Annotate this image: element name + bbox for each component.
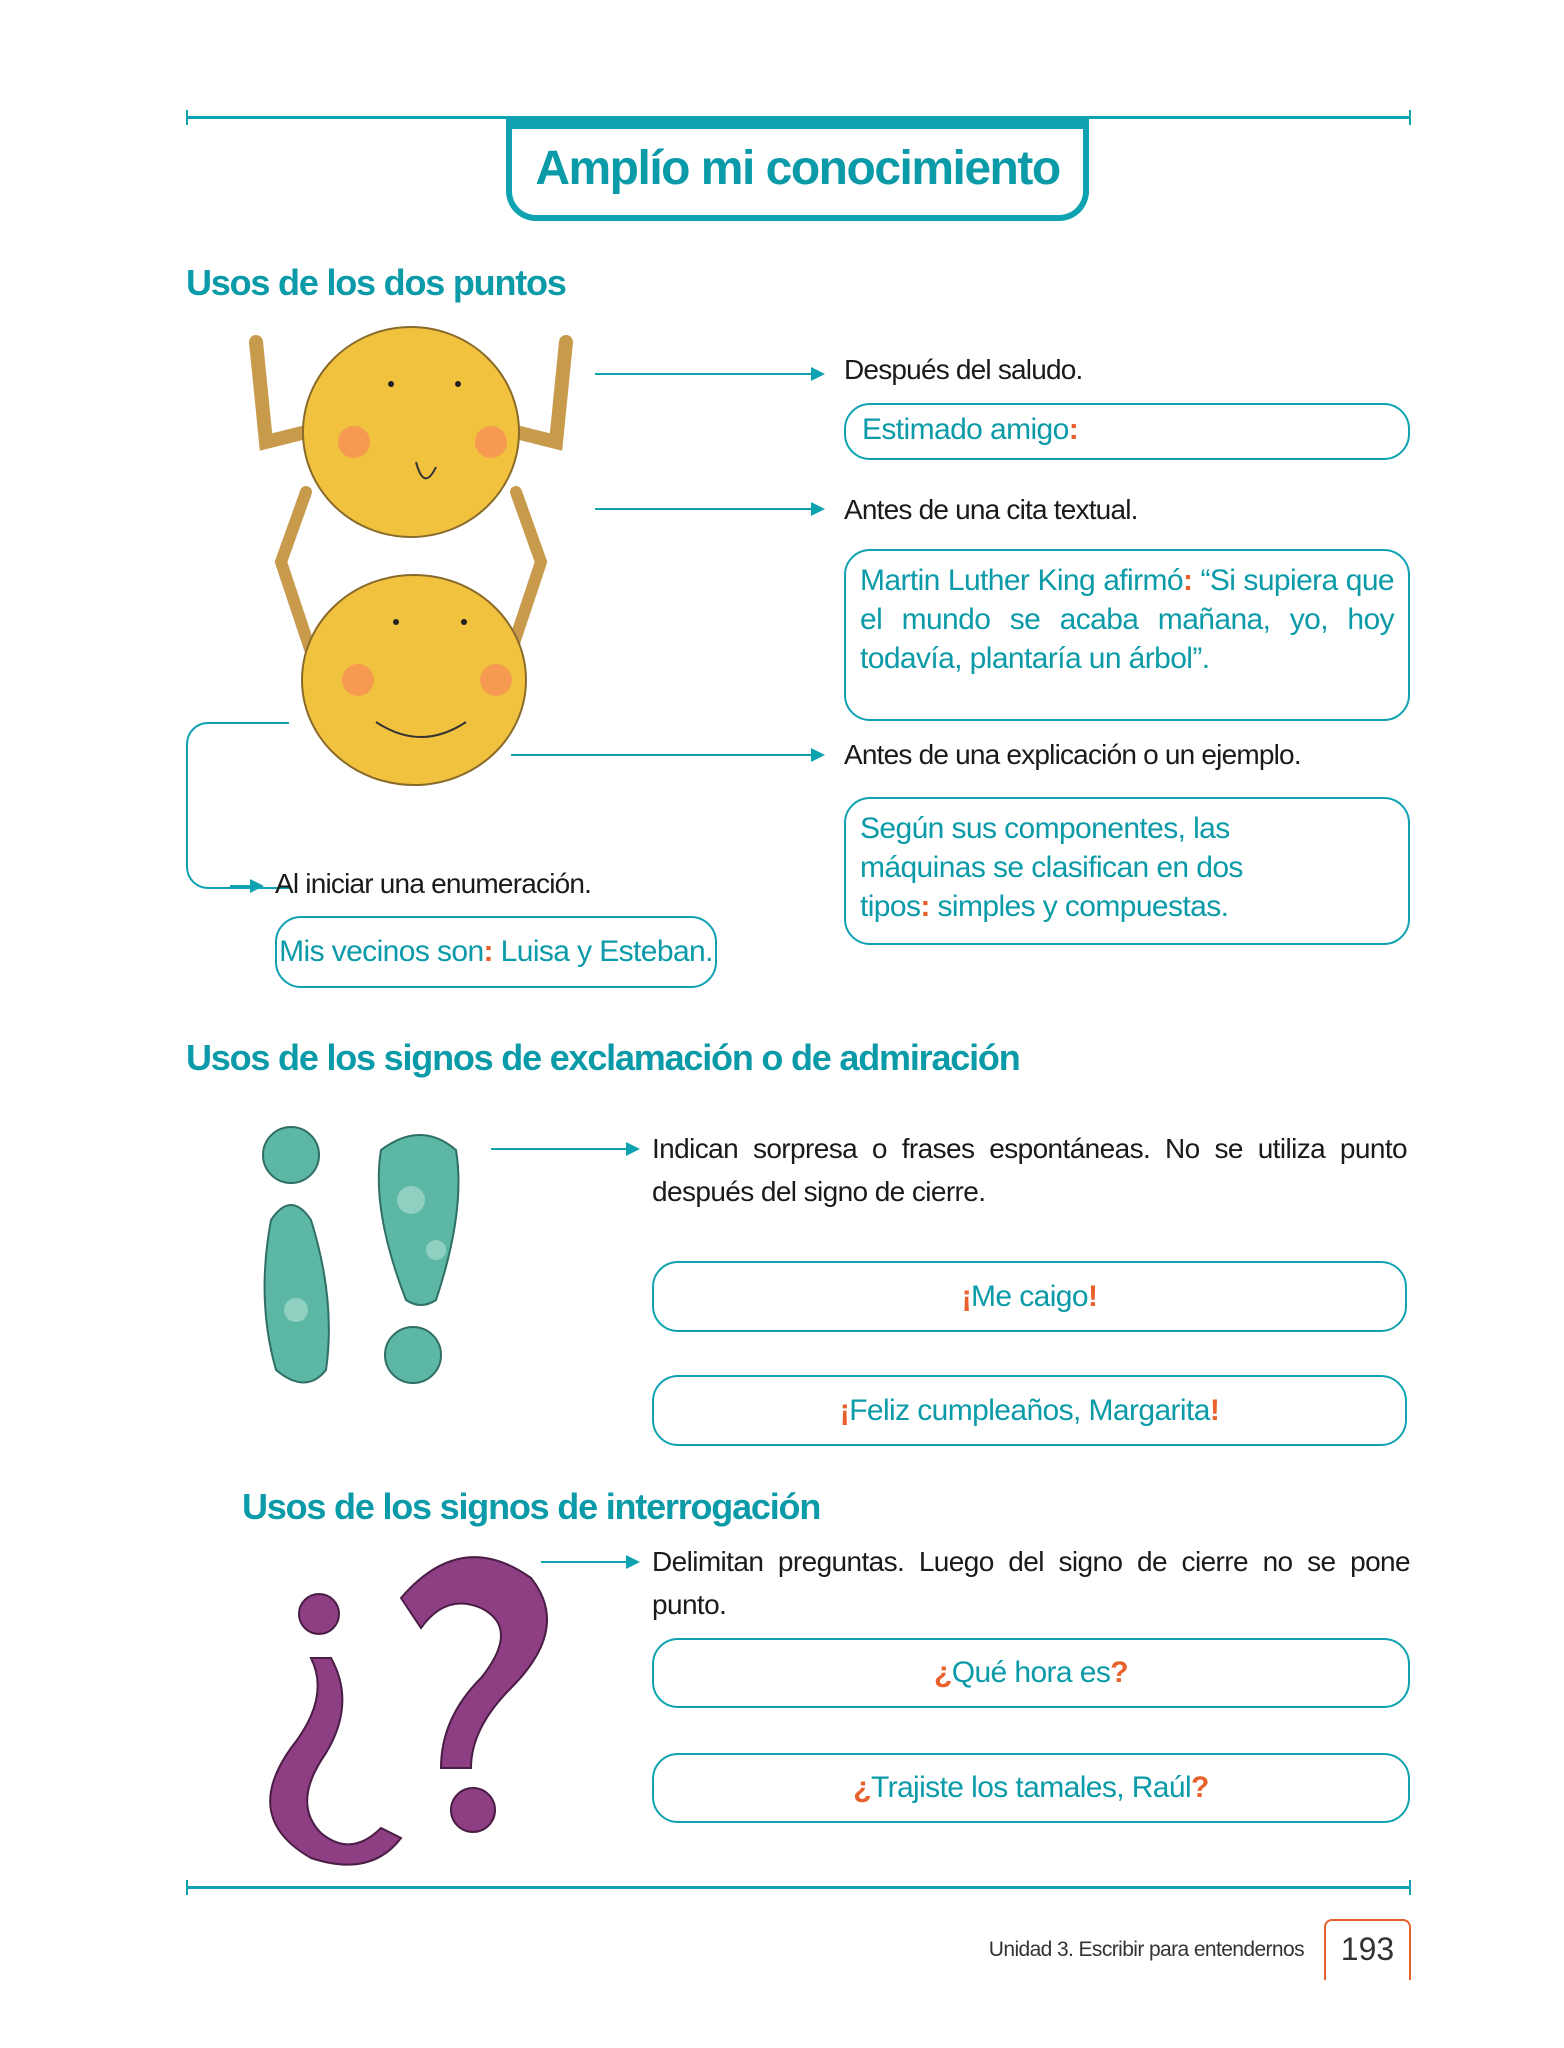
bottom-rule xyxy=(186,1886,1411,1889)
section-title-tab xyxy=(506,117,1089,221)
question-example-box xyxy=(652,1638,1410,1708)
arrow-greeting xyxy=(595,373,823,375)
example-text: Me caigo xyxy=(971,1279,1088,1313)
use-label-greeting: Después del saludo. xyxy=(844,354,1083,385)
page-number-text: 193 xyxy=(1340,1931,1395,1967)
opening-exclamation-mark: ¡ xyxy=(961,1279,972,1313)
colon-mark: : xyxy=(920,890,930,923)
example-text: “Si supiera que el mundo se acaba mañana, yo, hoy todavía, plantaría un árbol”. xyxy=(860,564,1394,675)
arrow-exclamation xyxy=(491,1148,638,1150)
example-text: Trajiste los tamales, Raúl xyxy=(870,1771,1192,1804)
example-text: Qué hora es xyxy=(951,1656,1111,1689)
question-example-box xyxy=(652,1753,1410,1823)
exclamation-example-box xyxy=(652,1261,1407,1332)
example-box-greeting xyxy=(844,403,1410,460)
example-text: Según sus componentes, las máquinas se clasifican en dos tipos xyxy=(860,812,1243,923)
example-box-explanation xyxy=(844,797,1410,945)
colon-heading: Usos de los dos puntos xyxy=(186,262,566,303)
page-title: Amplío mi conocimiento xyxy=(535,142,1060,195)
example-text: Luisa y Esteban. xyxy=(492,935,713,968)
arrow-explanation xyxy=(511,754,823,756)
colon-mark: : xyxy=(483,935,493,968)
opening-question-mark: ¿ xyxy=(934,1656,952,1689)
exclamation-example-box xyxy=(652,1375,1407,1446)
closing-exclamation-mark: ! xyxy=(1087,1279,1098,1313)
colon-mark: : xyxy=(1068,413,1079,446)
question-characters-illustration xyxy=(241,1548,561,1868)
arrow-question xyxy=(541,1561,638,1563)
closing-question-mark: ? xyxy=(1191,1771,1209,1804)
example-box-enumeration xyxy=(275,916,717,988)
page-number xyxy=(1324,1919,1411,1980)
use-label-enumeration: Al iniciar una enumeración. xyxy=(275,868,592,899)
colon-mark: : xyxy=(1182,564,1193,597)
closing-exclamation-mark: ! xyxy=(1209,1393,1220,1427)
exclamation-description: Indican sorpresa o frases espontáneas. No se utiliza punto después del signo de cierre. xyxy=(652,1133,1407,1207)
closing-question-mark: ? xyxy=(1110,1656,1128,1689)
arrow-quote xyxy=(595,508,823,510)
arrow-enumeration xyxy=(230,885,262,887)
example-text: simples y compuestas. xyxy=(929,890,1229,923)
question-description: Delimitan preguntas. Luego del signo de cierre no se pone punto. xyxy=(652,1546,1410,1620)
exclamation-heading: Usos de los signos de exclamación o de admiración xyxy=(186,1037,1020,1078)
example-text: Martin Luther King afirmó xyxy=(860,564,1183,597)
bracket-connector xyxy=(186,722,289,889)
example-text: Feliz cumpleaños, Margarita xyxy=(849,1393,1210,1427)
example-text: Estimado amigo xyxy=(862,413,1069,446)
opening-exclamation-mark: ¡ xyxy=(839,1393,850,1427)
question-heading: Usos de los signos de interrogación xyxy=(242,1486,821,1527)
use-label-explanation: Antes de una explicación o un ejemplo. xyxy=(844,739,1301,770)
colon-characters-illustration xyxy=(236,322,596,792)
use-label-quote: Antes de una cita textual. xyxy=(844,494,1138,525)
unit-title: Unidad 3. Escribir para entendernos xyxy=(988,1938,1304,1961)
opening-question-mark: ¿ xyxy=(853,1771,871,1804)
example-text: Mis vecinos son xyxy=(279,935,484,968)
example-box-quote xyxy=(844,549,1410,721)
exclamation-characters-illustration xyxy=(241,1110,491,1410)
